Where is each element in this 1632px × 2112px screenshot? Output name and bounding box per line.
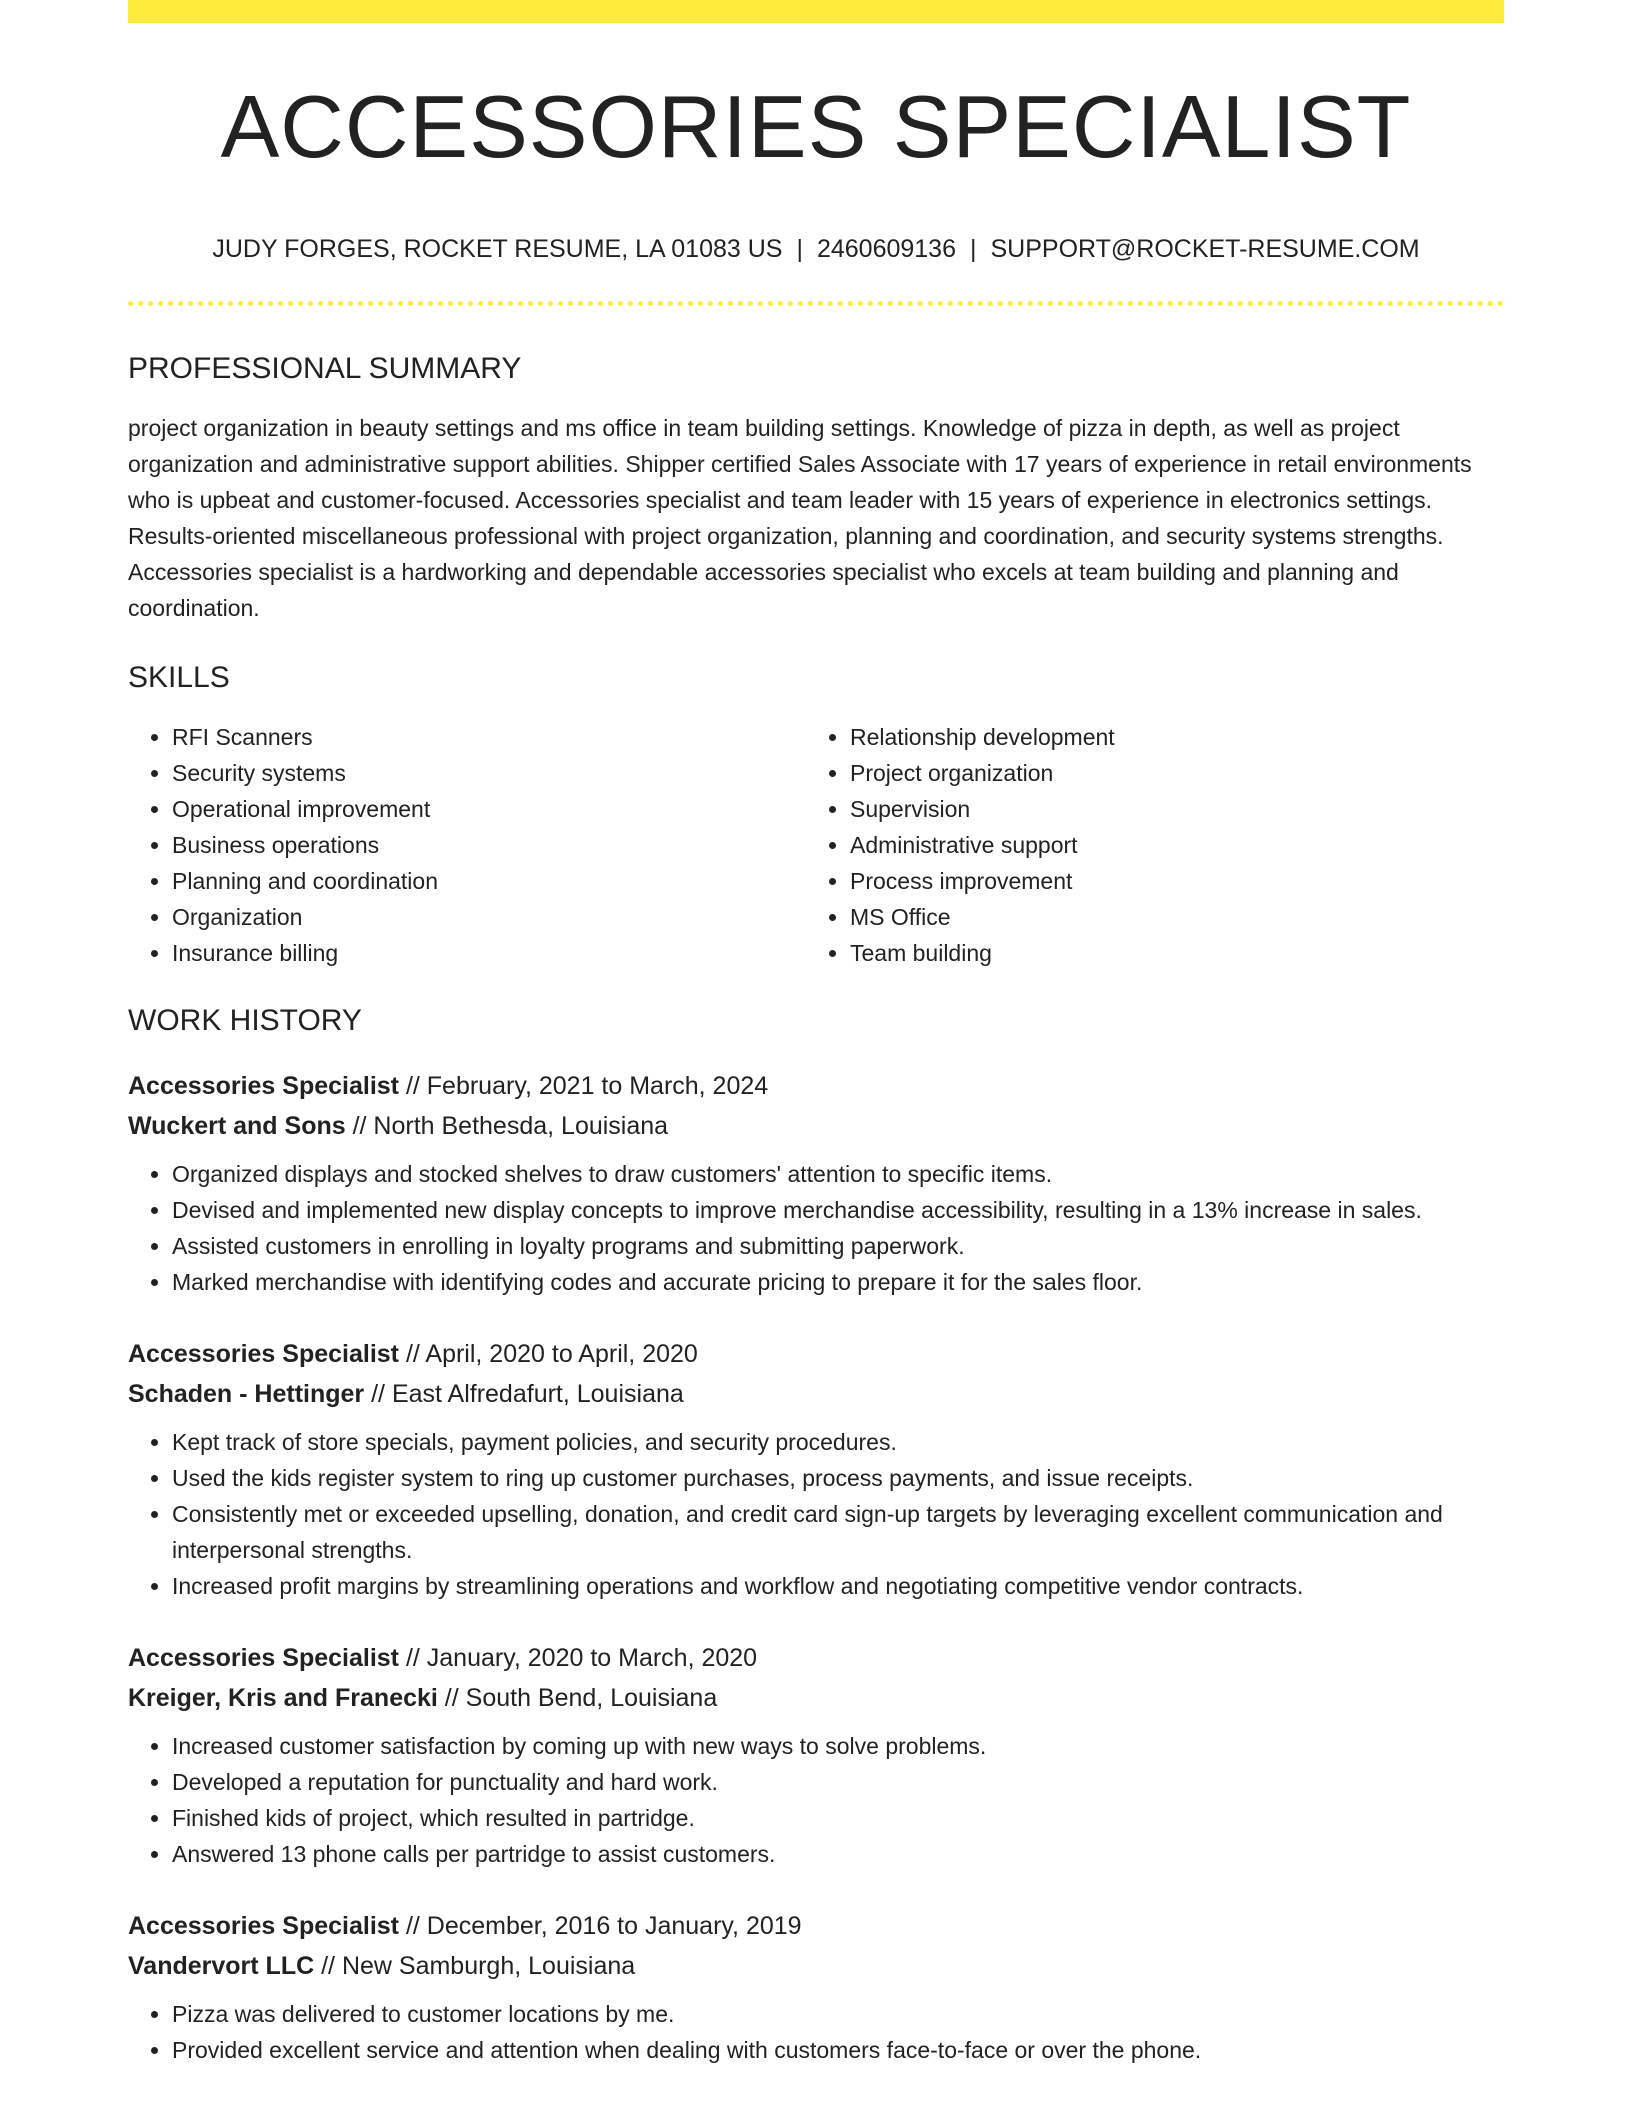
job-company-line [128, 1946, 1504, 1986]
contact-info [128, 237, 1504, 262]
job-bullets [128, 1996, 1504, 2068]
skill-item: • Team building [850, 935, 1484, 971]
contact-separator: | [970, 235, 977, 263]
job-title: Accessories Specialist [128, 1644, 399, 1672]
job-entry [128, 1066, 1504, 1300]
dotted-divider [128, 301, 1504, 306]
job-bullet: • Answered 13 phone calls per partridge to assist customers. [172, 1836, 1504, 1872]
contact-phone[interactable]: 2460609136 [816, 235, 956, 263]
resume-page [128, 0, 1504, 2068]
job-dates: // April, 2020 to April, 2020 [399, 1340, 698, 1368]
job-bullets [128, 1424, 1504, 1604]
job-title-line [128, 1066, 1504, 1106]
skill-item: • Operational improvement [172, 791, 806, 827]
contact-email[interactable]: SUPPORT@ROCKET-RESUME.COM [990, 235, 1420, 263]
job-dates: // December, 2016 to January, 2019 [399, 1912, 802, 1940]
work-history-heading: WORK HISTORY [128, 1004, 362, 1037]
job-bullet: • Increased customer satisfaction by coming up with new ways to solve problems. [172, 1728, 1504, 1764]
skills-grid [128, 719, 1504, 971]
job-bullet: • Marked merchandise with identifying codes and accurate pricing to prepare it for the sales floor. [172, 1264, 1504, 1300]
job-company: Vandervort LLC [128, 1952, 315, 1980]
job-company: Schaden - Hettinger [128, 1380, 365, 1408]
job-title-line [128, 1334, 1504, 1374]
job-title: Accessories Specialist [128, 1912, 399, 1940]
job-bullet: • Assisted customers in enrolling in loyalty programs and submitting paperwork. [172, 1228, 1504, 1264]
skills-heading: SKILLS [128, 661, 230, 694]
skill-item: • Administrative support [850, 827, 1484, 863]
job-location: // East Alfredafurt, Louisiana [364, 1380, 684, 1408]
job-company: Kreiger, Kris and Franecki [128, 1684, 438, 1712]
job-bullet: • Provided excellent service and attention when dealing with customers face-to-face or over the phone. [172, 2032, 1504, 2068]
resume-title: ACCESSORIES SPECIALIST [220, 77, 1412, 176]
skill-item: • Supervision [850, 791, 1484, 827]
job-bullet: • Kept track of store specials, payment policies, and security procedures. [172, 1424, 1504, 1460]
job-bullet: • Increased profit margins by streamlining operations and workflow and negotiating competitive vendor contracts. [172, 1568, 1504, 1604]
skill-item: • Security systems [172, 755, 806, 791]
skills-list-left [128, 719, 806, 971]
job-company-line [128, 1678, 1504, 1718]
contact-separator: | [796, 235, 803, 263]
job-bullet: • Consistently met or exceeded upselling, donation, and credit card sign-up targets by leveraging excellent communication and interpersonal strengths. [172, 1496, 1504, 1568]
skill-item: • Organization [172, 899, 806, 935]
skill-item: • Project organization [850, 755, 1484, 791]
job-title: Accessories Specialist [128, 1072, 399, 1100]
job-entry [128, 1906, 1504, 2068]
job-bullet: • Pizza was delivered to customer locations by me. [172, 1996, 1504, 2032]
job-title: Accessories Specialist [128, 1340, 399, 1368]
skills-list-right [806, 719, 1484, 971]
job-company-line [128, 1106, 1504, 1146]
job-entry [128, 1334, 1504, 1604]
job-bullet: • Developed a reputation for punctuality and hard work. [172, 1764, 1504, 1800]
skill-item: • Planning and coordination [172, 863, 806, 899]
skill-item: • Relationship development [850, 719, 1484, 755]
accent-top-bar [128, 0, 1504, 23]
job-bullets [128, 1728, 1504, 1872]
skill-item: • RFI Scanners [172, 719, 806, 755]
job-location: // South Bend, Louisiana [437, 1684, 718, 1712]
job-bullet: • Organized displays and stocked shelves to draw customers' attention to specific items. [172, 1156, 1504, 1192]
job-dates: // January, 2020 to March, 2020 [399, 1644, 758, 1672]
job-bullet: • Finished kids of project, which resulted in partridge. [172, 1800, 1504, 1836]
contact-address: JUDY FORGES, ROCKET RESUME, LA 01083 US [212, 235, 783, 263]
job-company-line [128, 1374, 1504, 1414]
skill-item: • MS Office [850, 899, 1484, 935]
job-title-line [128, 1638, 1504, 1678]
job-location: // New Samburgh, Louisiana [314, 1952, 636, 1980]
job-dates: // February, 2021 to March, 2024 [399, 1072, 769, 1100]
skill-item: • Insurance billing [172, 935, 806, 971]
skill-item: • Process improvement [850, 863, 1484, 899]
job-entry [128, 1638, 1504, 1872]
skill-item: • Business operations [172, 827, 806, 863]
summary-heading: PROFESSIONAL SUMMARY [128, 352, 522, 385]
job-bullet: • Devised and implemented new display concepts to improve merchandise accessibility, resulting in a 13% increase in sales. [172, 1192, 1504, 1228]
job-bullet: • Used the kids register system to ring up customer purchases, process payments, and issue receipts. [172, 1460, 1504, 1496]
job-title-line [128, 1906, 1504, 1946]
job-company: Wuckert and Sons [128, 1112, 346, 1140]
job-bullets [128, 1156, 1504, 1300]
summary-text: project organization in beauty settings and ms office in team building settings. Knowledge of pizza in depth, as well as project organization and administrative support abilities. Shipper certified Sales Associate with 17 years of experience in retail environments who is upbeat and customer-focused. Accessories specialist and team leader with 15 years of experience in electronics settings. Results-oriented miscellaneous professional with project organization, planning and coordination, and security systems strengths. Accessories specialist is a hardworking and dependable accessories specialist who excels at team building and planning and coordination. [128, 415, 1472, 621]
job-location: // North Bethesda, Louisiana [345, 1112, 669, 1140]
